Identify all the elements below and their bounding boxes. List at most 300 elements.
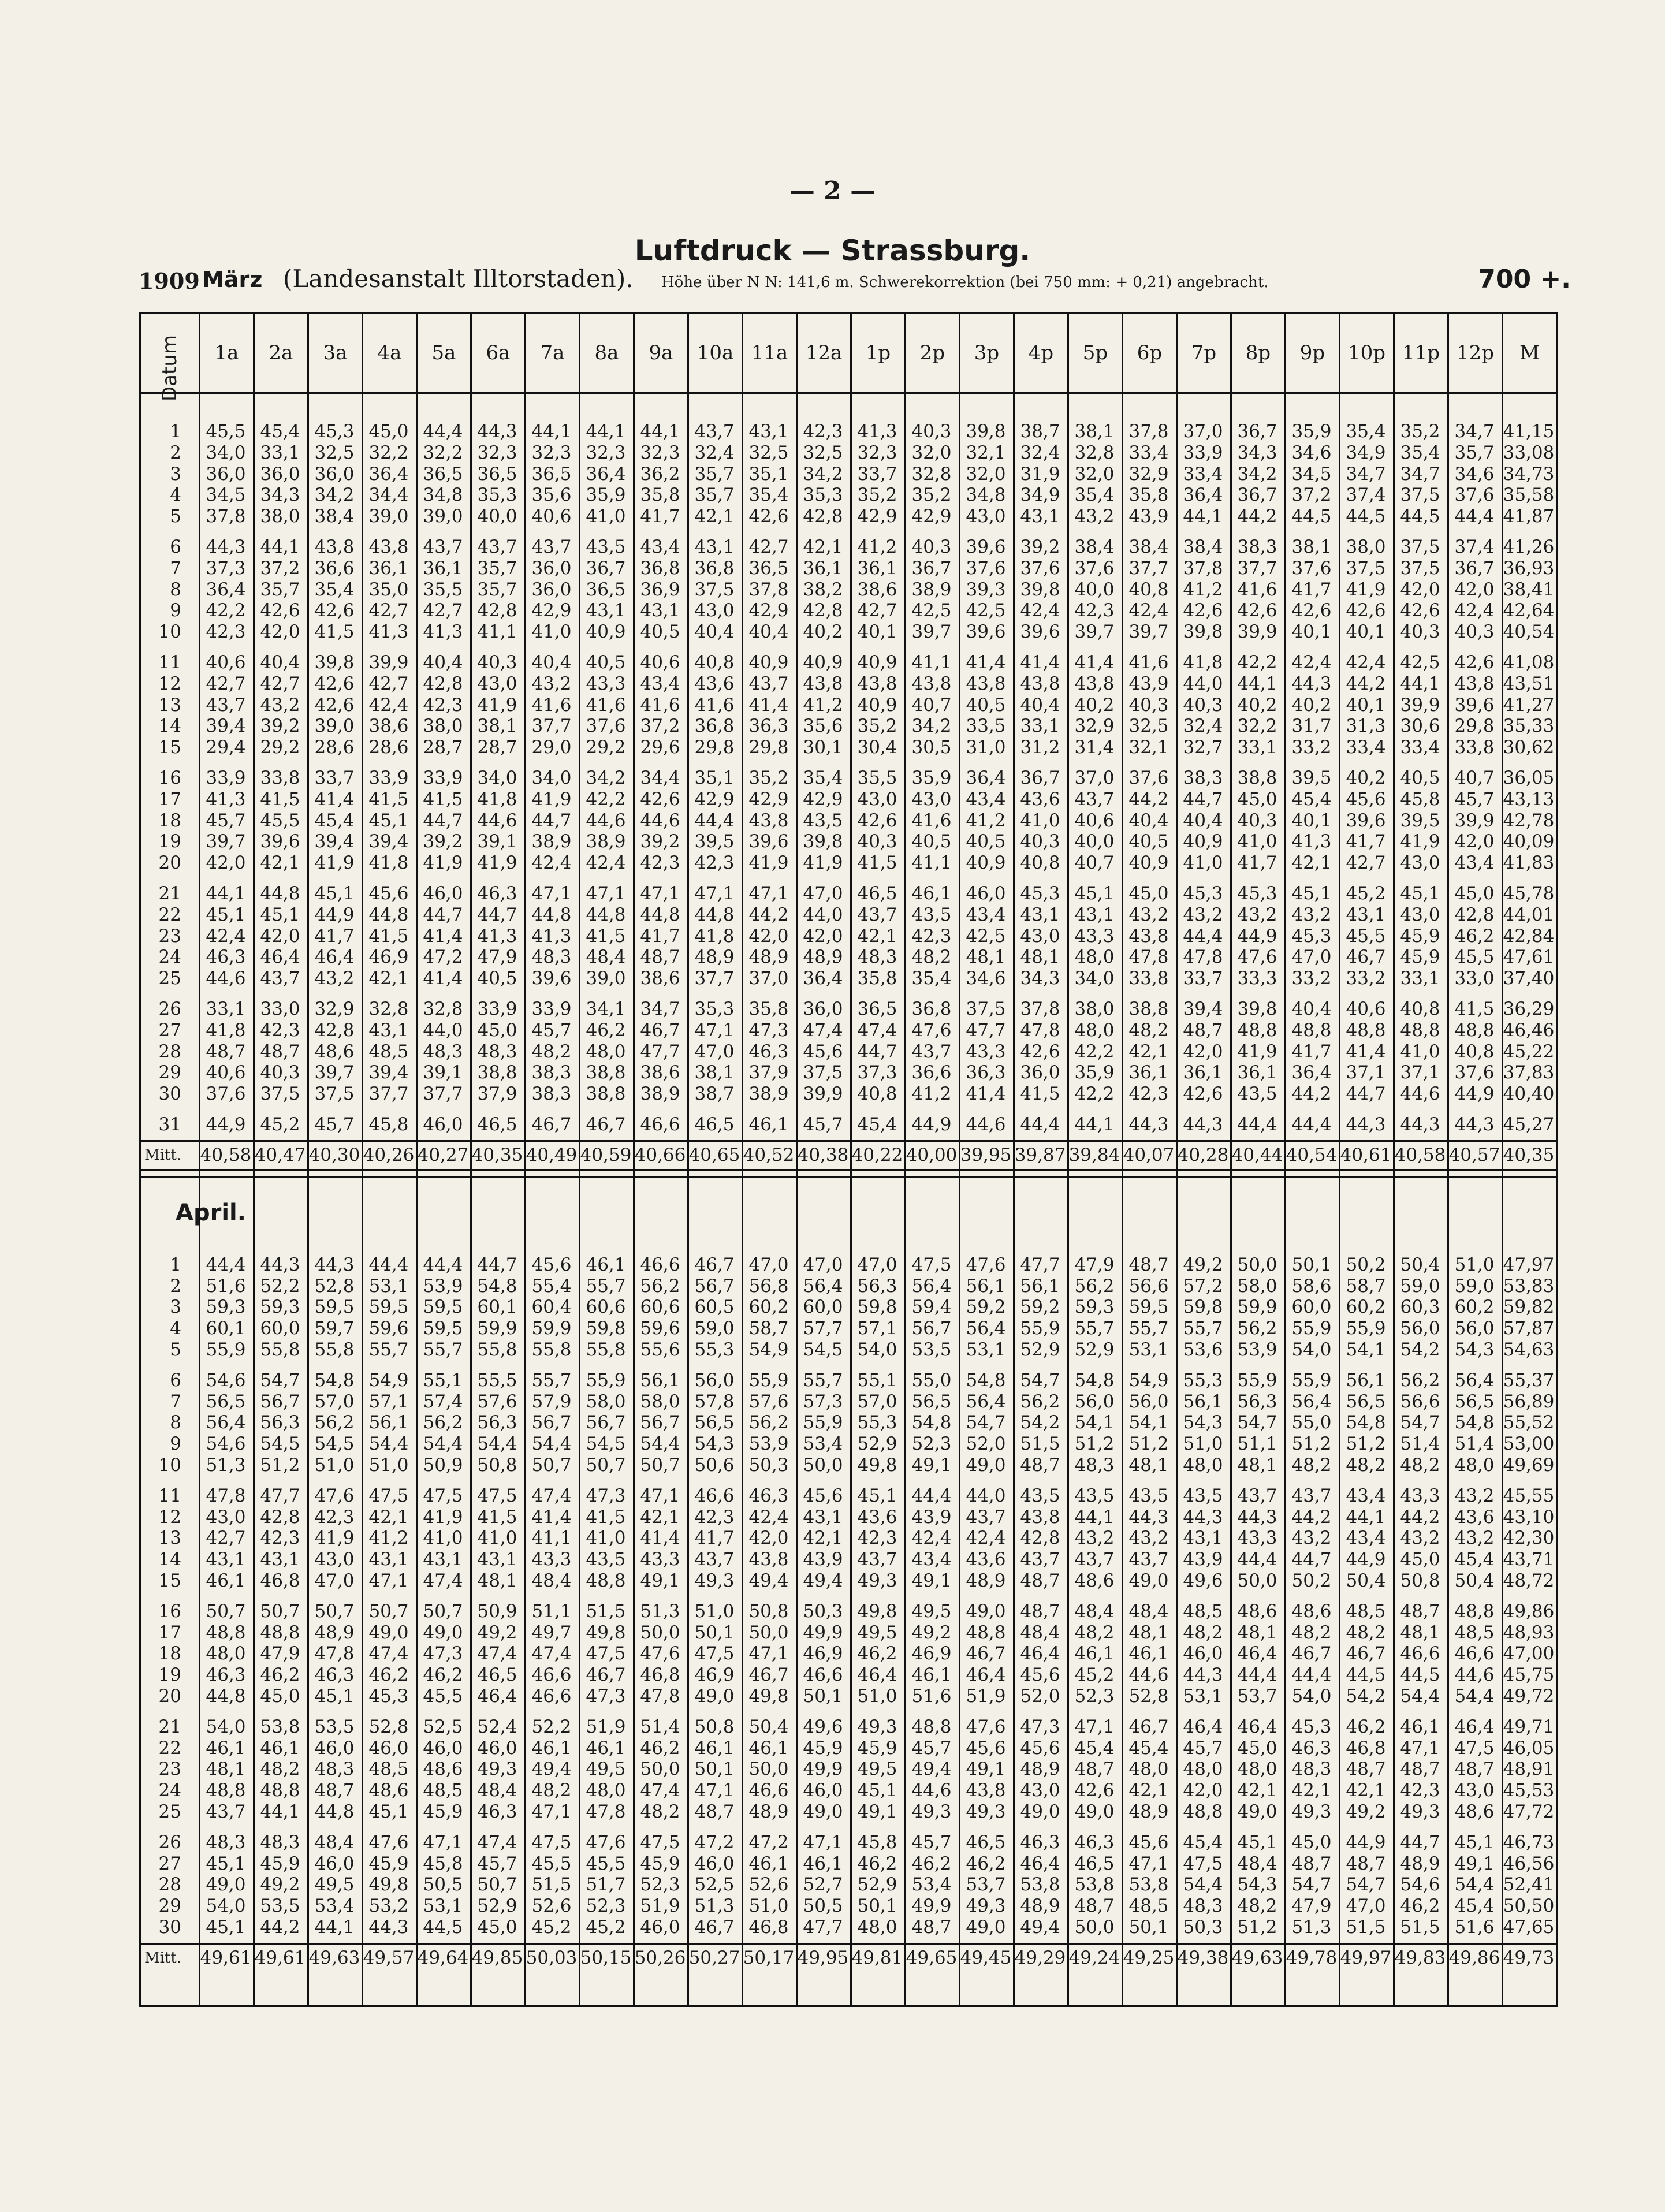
- table-cell: 47,0: [694, 1041, 735, 1062]
- table-cell: 49,0: [803, 1801, 843, 1822]
- table-cell: 43,7: [206, 694, 246, 716]
- table-cell: 34,0: [477, 768, 517, 788]
- table-cell: 40,5: [1128, 831, 1169, 852]
- table-cell: 57,7: [803, 1318, 843, 1339]
- table-cell: 43,13: [1503, 788, 1555, 810]
- table-cell: 43,1: [368, 1019, 409, 1041]
- table-cell: 33,0: [1454, 968, 1495, 989]
- table-cell: 40,4: [1291, 999, 1332, 1019]
- mean-cell: 40,49: [526, 1144, 578, 1165]
- table-cell: 50,4: [1346, 1570, 1386, 1591]
- table-cell: 59,5: [314, 1297, 355, 1318]
- table-cell: 45,9: [857, 1737, 897, 1759]
- table-cell: 43,3: [586, 673, 626, 694]
- table-cell: 48,7: [206, 1041, 246, 1062]
- table-cell: 46,9: [694, 1664, 735, 1686]
- table-cell: 44,3: [1291, 673, 1332, 694]
- table-cell: 50,7: [531, 1455, 572, 1476]
- table-cell: 34,2: [1237, 463, 1277, 485]
- column-rule: [1013, 314, 1015, 2005]
- table-cell: 51,1: [531, 1600, 572, 1622]
- table-cell: 41,3: [531, 925, 572, 947]
- table-cell: 45,22: [1503, 1041, 1555, 1062]
- table-cell: 47,1: [748, 1643, 789, 1664]
- table-cell: 39,6: [1020, 621, 1060, 643]
- mean-label: Mitt.: [144, 1146, 182, 1164]
- table-cell: 43,7: [531, 537, 572, 557]
- table-cell: 40,2: [1074, 694, 1115, 716]
- table-cell: 39,8: [966, 421, 1006, 442]
- day-number: 25: [158, 968, 181, 989]
- mean-cell: 49,97: [1340, 1947, 1392, 1968]
- table-cell: 59,82: [1503, 1297, 1555, 1318]
- table-cell: 50,1: [803, 1686, 843, 1707]
- table-cell: 45,6: [966, 1737, 1006, 1759]
- table-cell: 43,1: [1346, 904, 1386, 925]
- table-cell: 35,58: [1503, 485, 1555, 506]
- table-cell: 38,6: [857, 579, 897, 600]
- table-cell: 49,3: [694, 1570, 735, 1591]
- table-cell: 44,2: [1291, 1083, 1332, 1105]
- table-cell: 47,8: [1183, 947, 1223, 968]
- hour-header-8a: 8a: [579, 314, 633, 392]
- table-cell: 49,8: [857, 1600, 897, 1622]
- table-cell: 47,0: [803, 1254, 843, 1275]
- table-cell: 48,3: [531, 947, 572, 968]
- table-cell: 32,1: [1128, 737, 1169, 758]
- table-cell: 40,3: [1400, 621, 1440, 643]
- table-cell: 59,8: [586, 1318, 626, 1339]
- table-cell: 34,7: [1346, 463, 1386, 485]
- table-cell: 48,2: [911, 947, 952, 968]
- table-cell: 54,8: [1346, 1412, 1386, 1433]
- table-cell: 40,6: [1074, 810, 1115, 831]
- table-cell: 46,7: [586, 1664, 626, 1686]
- table-cell: 31,2: [1020, 737, 1060, 758]
- table-cell: 42,4: [748, 1506, 789, 1528]
- table-cell: 46,0: [314, 1737, 355, 1759]
- table-cell: 42,3: [314, 1506, 355, 1528]
- table-cell: 48,0: [1183, 1455, 1223, 1476]
- table-cell: 48,0: [1237, 1759, 1277, 1780]
- table-cell: 36,4: [586, 463, 626, 485]
- table-cell: 36,8: [640, 557, 680, 579]
- table-cell: 45,6: [1020, 1664, 1060, 1686]
- column-rule: [1284, 314, 1286, 2005]
- table-cell: 36,7: [1454, 557, 1495, 579]
- table-cell: 41,2: [966, 810, 1006, 831]
- table-cell: 54,3: [1454, 1339, 1495, 1360]
- table-cell: 54,8: [1074, 1369, 1115, 1391]
- table-cell: 29,4: [206, 737, 246, 758]
- table-cell: 42,4: [531, 852, 572, 874]
- table-cell: 39,0: [314, 716, 355, 737]
- day-number: 23: [158, 1759, 181, 1780]
- table-cell: 46,7: [640, 1019, 680, 1041]
- table-cell: 48,2: [1237, 1896, 1277, 1917]
- table-cell: 55,3: [694, 1339, 735, 1360]
- table-cell: 38,8: [477, 1062, 517, 1083]
- table-cell: 44,4: [1237, 1549, 1277, 1570]
- table-cell: 43,2: [314, 968, 355, 989]
- table-cell: 45,9: [260, 1853, 300, 1874]
- table-cell: 46,5: [477, 1664, 517, 1686]
- mean-cell: 49,73: [1503, 1947, 1555, 1968]
- table-cell: 48,4: [314, 1831, 355, 1853]
- table-cell: 54,0: [857, 1339, 897, 1360]
- day-number: 10: [158, 621, 181, 643]
- day-number: 11: [158, 652, 181, 673]
- table-cell: 35,3: [477, 485, 517, 506]
- table-cell: 32,3: [640, 442, 680, 463]
- table-cell: 56,2: [423, 1412, 463, 1433]
- table-cell: 57,6: [477, 1391, 517, 1412]
- table-cell: 42,2: [586, 788, 626, 810]
- table-cell: 42,7: [1346, 852, 1386, 874]
- table-cell: 51,2: [1237, 1917, 1277, 1938]
- table-cell: 49,0: [1237, 1801, 1277, 1822]
- table-cell: 42,9: [748, 788, 789, 810]
- table-cell: 47,6: [911, 1019, 952, 1041]
- table-cell: 49,8: [857, 1455, 897, 1476]
- table-cell: 38,6: [368, 716, 409, 737]
- table-cell: 41,4: [1346, 1041, 1386, 1062]
- table-cell: 49,3: [911, 1801, 952, 1822]
- table-cell: 56,2: [640, 1275, 680, 1297]
- table-cell: 42,6: [1020, 1041, 1060, 1062]
- table-cell: 38,4: [1074, 537, 1115, 557]
- table-cell: 44,9: [314, 904, 355, 925]
- table-cell: 46,5: [694, 1114, 735, 1135]
- table-cell: 46,1: [206, 1570, 246, 1591]
- table-cell: 41,9: [1400, 831, 1440, 852]
- table-cell: 36,1: [803, 557, 843, 579]
- table-cell: 36,05: [1503, 768, 1555, 788]
- table-cell: 47,4: [531, 1485, 572, 1506]
- table-cell: 45,0: [1237, 788, 1277, 810]
- table-cell: 42,1: [1237, 1780, 1277, 1801]
- table-cell: 44,3: [477, 421, 517, 442]
- table-cell: 48,4: [1074, 1600, 1115, 1622]
- table-cell: 43,8: [748, 810, 789, 831]
- table-cell: 56,5: [1346, 1391, 1386, 1412]
- table-cell: 48,8: [586, 1570, 626, 1591]
- table-cell: 54,2: [1400, 1339, 1440, 1360]
- table-cell: 43,1: [1074, 904, 1115, 925]
- table-cell: 44,7: [857, 1041, 897, 1062]
- table-cell: 55,7: [531, 1369, 572, 1391]
- table-cell: 56,5: [911, 1391, 952, 1412]
- table-cell: 37,7: [531, 716, 572, 737]
- table-cell: 37,8: [748, 579, 789, 600]
- table-cell: 40,1: [1346, 621, 1386, 643]
- table-cell: 44,7: [1291, 1549, 1332, 1570]
- table-cell: 45,8: [1400, 788, 1440, 810]
- table-cell: 36,7: [1237, 421, 1277, 442]
- table-cell: 54,2: [1020, 1412, 1060, 1433]
- table-cell: 41,26: [1503, 537, 1555, 557]
- table-cell: 46,2: [1400, 1896, 1440, 1917]
- table-cell: 59,5: [368, 1297, 409, 1318]
- table-cell: 41,5: [1020, 1083, 1060, 1105]
- table-cell: 40,9: [803, 652, 843, 673]
- table-cell: 33,9: [1183, 442, 1223, 463]
- table-cell: 43,7: [966, 1506, 1006, 1528]
- table-cell: 35,4: [1346, 421, 1386, 442]
- table-cell: 39,6: [260, 831, 300, 852]
- table-cell: 55,3: [857, 1412, 897, 1433]
- table-cell: 31,3: [1346, 716, 1386, 737]
- day-number: 27: [158, 1019, 181, 1041]
- table-cell: 46,7: [694, 1917, 735, 1938]
- table-cell: 46,7: [748, 1664, 789, 1686]
- table-cell: 44,1: [260, 537, 300, 557]
- table-cell: 54,3: [694, 1433, 735, 1455]
- table-cell: 39,2: [260, 716, 300, 737]
- table-cell: 35,7: [477, 579, 517, 600]
- table-cell: 49,9: [803, 1622, 843, 1643]
- table-cell: 43,5: [911, 904, 952, 925]
- table-cell: 48,8: [1400, 1019, 1440, 1041]
- table-cell: 46,5: [857, 883, 897, 904]
- table-cell: 48,0: [1183, 1759, 1223, 1780]
- table-cell: 46,4: [1454, 1716, 1495, 1737]
- table-cell: 37,5: [803, 1062, 843, 1083]
- table-cell: 39,4: [368, 831, 409, 852]
- table-cell: 40,1: [857, 621, 897, 643]
- table-cell: 35,9: [911, 768, 952, 788]
- table-cell: 47,1: [586, 883, 626, 904]
- table-cell: 39,8: [314, 652, 355, 673]
- table-cell: 47,8: [640, 1686, 680, 1707]
- table-cell: 54,4: [423, 1433, 463, 1455]
- table-cell: 41,5: [368, 788, 409, 810]
- table-cell: 40,1: [1346, 694, 1386, 716]
- table-cell: 55,52: [1503, 1412, 1555, 1433]
- day-number: 5: [170, 506, 181, 527]
- table-cell: 46,05: [1503, 1737, 1555, 1759]
- table-cell: 46,4: [260, 947, 300, 968]
- table-cell: 43,7: [206, 1801, 246, 1822]
- table-cell: 49,4: [531, 1759, 572, 1780]
- table-cell: 42,8: [477, 600, 517, 621]
- table-cell: 33,0: [260, 999, 300, 1019]
- day-number: 4: [170, 1318, 181, 1339]
- table-cell: 40,3: [477, 652, 517, 673]
- table-cell: 39,6: [531, 968, 572, 989]
- table-cell: 42,2: [206, 600, 246, 621]
- column-rule: [959, 314, 960, 2005]
- table-cell: 34,3: [260, 485, 300, 506]
- table-cell: 37,0: [1074, 768, 1115, 788]
- table-cell: 44,2: [1291, 1506, 1332, 1528]
- table-cell: 44,4: [911, 1485, 952, 1506]
- table-cell: 44,5: [1346, 1664, 1386, 1686]
- table-cell: 50,6: [694, 1455, 735, 1476]
- table-cell: 43,2: [1128, 904, 1169, 925]
- table-cell: 39,7: [1128, 621, 1169, 643]
- table-cell: 46,2: [1454, 925, 1495, 947]
- table-cell: 36,4: [368, 463, 409, 485]
- table-cell: 41,08: [1503, 652, 1555, 673]
- table-cell: 49,9: [911, 1896, 952, 1917]
- table-cell: 33,1: [1237, 737, 1277, 758]
- table-cell: 44,2: [1400, 1506, 1440, 1528]
- table-cell: 46,4: [1020, 1643, 1060, 1664]
- table-cell: 41,9: [1237, 1041, 1277, 1062]
- table-cell: 46,5: [1074, 1853, 1115, 1874]
- table-cell: 44,0: [1183, 673, 1223, 694]
- table-cell: 46,7: [1128, 1716, 1169, 1737]
- table-cell: 56,1: [1346, 1369, 1386, 1391]
- table-cell: 33,5: [966, 716, 1006, 737]
- table-cell: 46,1: [260, 1737, 300, 1759]
- table-cell: 53,1: [423, 1896, 463, 1917]
- table-cell: 53,83: [1503, 1275, 1555, 1297]
- column-rule: [796, 314, 798, 2005]
- table-cell: 47,8: [586, 1801, 626, 1822]
- day-number: 16: [158, 1600, 181, 1622]
- table-cell: 44,8: [206, 1686, 246, 1707]
- table-cell: 43,2: [1074, 1528, 1115, 1549]
- table-cell: 56,6: [1400, 1391, 1440, 1412]
- table-cell: 46,1: [1400, 1716, 1440, 1737]
- table-cell: 41,7: [314, 925, 355, 947]
- table-cell: 45,78: [1503, 883, 1555, 904]
- table-cell: 45,27: [1503, 1114, 1555, 1135]
- table-cell: 45,1: [206, 1917, 246, 1938]
- table-cell: 40,3: [1237, 810, 1277, 831]
- table-cell: 57,6: [748, 1391, 789, 1412]
- table-cell: 37,9: [477, 1083, 517, 1105]
- table-cell: 37,6: [1074, 557, 1115, 579]
- table-cell: 48,7: [1020, 1455, 1060, 1476]
- table-cell: 44,5: [423, 1917, 463, 1938]
- table-cell: 53,9: [423, 1275, 463, 1297]
- table-cell: 48,9: [1400, 1853, 1440, 1874]
- table-cell: 32,0: [1074, 463, 1115, 485]
- table-cell: 43,7: [694, 1549, 735, 1570]
- table-cell: 51,6: [1454, 1917, 1495, 1938]
- table-cell: 51,0: [748, 1896, 789, 1917]
- table-cell: 42,7: [368, 600, 409, 621]
- table-cell: 32,2: [368, 442, 409, 463]
- table-cell: 45,6: [803, 1485, 843, 1506]
- table-cell: 47,0: [857, 1254, 897, 1275]
- table-cell: 48,8: [966, 1622, 1006, 1643]
- table-cell: 47,1: [694, 1019, 735, 1041]
- column-rule: [1122, 314, 1123, 2005]
- table-cell: 46,1: [1074, 1643, 1115, 1664]
- table-cell: 42,1: [260, 852, 300, 874]
- table-cell: 37,0: [748, 968, 789, 989]
- table-cell: 44,2: [1237, 506, 1277, 527]
- table-cell: 32,4: [694, 442, 735, 463]
- table-cell: 40,8: [857, 1083, 897, 1105]
- table-cell: 33,7: [314, 768, 355, 788]
- mean-cell: 49,38: [1177, 1947, 1229, 1968]
- table-cell: 48,1: [477, 1570, 517, 1591]
- table-cell: 29,2: [586, 737, 626, 758]
- table-cell: 36,7: [911, 557, 952, 579]
- table-cell: 38,8: [1128, 999, 1169, 1019]
- day-number: 12: [158, 673, 181, 694]
- table-cell: 41,6: [911, 810, 952, 831]
- table-cell: 45,0: [260, 1686, 300, 1707]
- table-cell: 46,7: [1346, 1643, 1386, 1664]
- table-cell: 31,7: [1291, 716, 1332, 737]
- table-cell: 43,5: [1020, 1485, 1060, 1506]
- column-rule: [850, 314, 852, 2005]
- table-cell: 47,6: [314, 1485, 355, 1506]
- table-cell: 43,5: [1237, 1083, 1277, 1105]
- table-cell: 50,7: [314, 1600, 355, 1622]
- table-cell: 48,2: [640, 1801, 680, 1822]
- table-cell: 48,0: [1128, 1759, 1169, 1780]
- mean-cell: 40,26: [363, 1144, 415, 1165]
- table-cell: 49,71: [1503, 1716, 1555, 1737]
- table-cell: 55,9: [586, 1369, 626, 1391]
- table-cell: 35,4: [1400, 442, 1440, 463]
- table-cell: 54,7: [260, 1369, 300, 1391]
- table-cell: 44,3: [368, 1917, 409, 1938]
- table-cell: 36,29: [1503, 999, 1555, 1019]
- table-cell: 45,1: [1291, 883, 1332, 904]
- hour-header-1a: 1a: [199, 314, 253, 392]
- hour-header-11p: 11p: [1393, 314, 1447, 392]
- table-cell: 44,6: [911, 1780, 952, 1801]
- table-cell: 46,6: [640, 1114, 680, 1135]
- table-cell: 42,7: [206, 1528, 246, 1549]
- table-cell: 40,2: [1346, 768, 1386, 788]
- table-cell: 41,3: [423, 621, 463, 643]
- table-cell: 39,8: [1183, 621, 1223, 643]
- table-cell: 50,1: [857, 1896, 897, 1917]
- table-cell: 43,3: [966, 1041, 1006, 1062]
- day-number: 20: [158, 1686, 181, 1707]
- table-cell: 41,0: [586, 1528, 626, 1549]
- table-cell: 53,8: [260, 1716, 300, 1737]
- day-number: 21: [158, 1716, 181, 1737]
- table-cell: 50,9: [477, 1600, 517, 1622]
- table-cell: 44,3: [314, 1254, 355, 1275]
- table-cell: 48,4: [477, 1780, 517, 1801]
- table-cell: 30,1: [803, 737, 843, 758]
- table-cell: 56,2: [1237, 1318, 1277, 1339]
- table-cell: 33,7: [1183, 968, 1223, 989]
- table-cell: 43,0: [206, 1506, 246, 1528]
- table-cell: 47,1: [640, 883, 680, 904]
- table-cell: 31,4: [1074, 737, 1115, 758]
- table-cell: 41,5: [260, 788, 300, 810]
- table-cell: 47,1: [423, 1831, 463, 1853]
- table-cell: 45,4: [314, 810, 355, 831]
- table-cell: 48,8: [260, 1780, 300, 1801]
- table-cell: 48,0: [1074, 1019, 1115, 1041]
- table-cell: 47,4: [423, 1570, 463, 1591]
- table-cell: 47,1: [803, 1831, 843, 1853]
- table-cell: 56,7: [586, 1412, 626, 1433]
- table-cell: 42,4: [1454, 600, 1495, 621]
- table-cell: 59,9: [531, 1318, 572, 1339]
- table-cell: 44,6: [1454, 1664, 1495, 1686]
- table-cell: 48,7: [1346, 1759, 1386, 1780]
- table-cell: 45,2: [1074, 1664, 1115, 1686]
- table-cell: 54,4: [1400, 1686, 1440, 1707]
- table-cell: 29,8: [748, 737, 789, 758]
- table-cell: 48,2: [1346, 1455, 1386, 1476]
- table-cell: 47,1: [1400, 1737, 1440, 1759]
